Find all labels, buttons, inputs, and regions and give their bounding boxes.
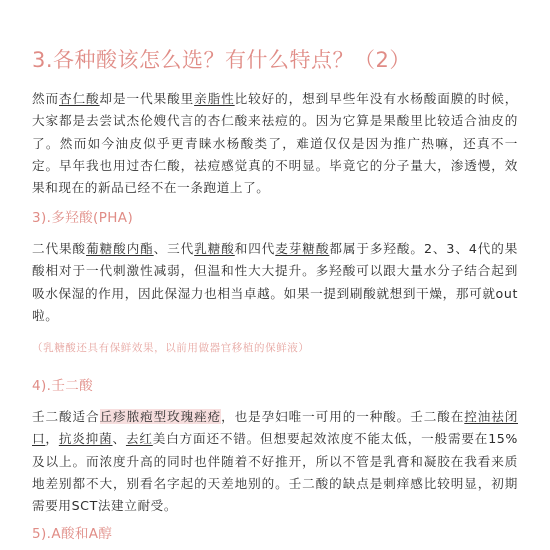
section-heading-azelaic-acid: 4).壬二酸 — [32, 378, 94, 394]
text-span: 美白方面还不错。但想要起效浓度不能太低，一般需要在15%及以上。而浓度升高的同时也伴随着不好推开，所以不管是乳膏和凝胶在我看来质地差别都不大，别看名字起的天差地别的。壬二酸的缺点是刺痒感比较明显，初期需要用SCT法建立耐受。 — [32, 431, 518, 514]
text-span: 和四代 — [234, 241, 276, 256]
text-span: 却是一代果酸里 — [99, 91, 195, 106]
term-lactobionic-acid: 乳糖酸 — [194, 241, 235, 256]
section-heading-pha: 3).多羟酸(PHA) — [32, 210, 134, 226]
term-lipophilic: 亲脂性 — [194, 91, 235, 106]
paragraph-azelaic-acid — [32, 406, 518, 517]
side-note: （乳糖酸还具有保鲜效果，以前用做器官移植的保鲜液） — [32, 342, 310, 354]
paragraph-mandelic-acid — [32, 88, 518, 199]
term-anti-inflammatory: 抗炎抑菌 — [58, 431, 113, 447]
text-span: ，也是孕妇唯一可用的一种酸。壬二酸在 — [221, 409, 465, 424]
text-span: 、 — [112, 431, 126, 447]
term-maltobionic-acid: 麦芽糖酸 — [275, 241, 330, 256]
page-title: 3.各种酸该怎么选？有什么特点？（2） — [32, 48, 411, 72]
section-heading-retinoids: 5).A酸和A醇 — [32, 526, 113, 542]
text-span: 都属于多羟酸。2、3、4代的果酸相对于一代刺激性减弱，但温和性大大提升。多羟酸可以跟大量水分子结合起到吸水保湿的作用，因此保湿力也相当卓越。如果一提到刷酸就想到干燥，那可就out啦。 — [32, 241, 518, 323]
term-mandelic-acid: 杏仁酸 — [59, 91, 100, 106]
term-oil-control: 控油祛闭口 — [32, 409, 518, 447]
text-span: ， — [45, 431, 59, 447]
text-span: 、三代 — [153, 241, 195, 256]
paragraph-pha — [32, 238, 518, 327]
text-span: 比较好的，想到早些年没有水杨酸面膜的时候，大家都是去尝试杰伦嫂代言的杏仁酸来祛痘的。因为它算是果酸里比较适合油皮的了。然而如今油皮似乎更青睐水杨酸类了，难道仅仅是因为推广热嘛，还真不一定。早年我也用过杏仁酸，祛痘感觉真的不明显。毕竟它的分子量大，渗透慢，效果和现在的新品已经不在一条跑道上了。 — [32, 91, 518, 196]
term-rosacea-highlight: 丘疹脓疱型玫瑰痤疮 — [99, 409, 222, 424]
term-gluconolactone: 葡糖酸内酯 — [86, 241, 154, 256]
text-span: 二代果酸 — [32, 241, 87, 256]
term-redness: 去红 — [125, 431, 153, 447]
text-span: 然而 — [32, 91, 60, 106]
text-span: 壬二酸适合 — [32, 409, 100, 424]
